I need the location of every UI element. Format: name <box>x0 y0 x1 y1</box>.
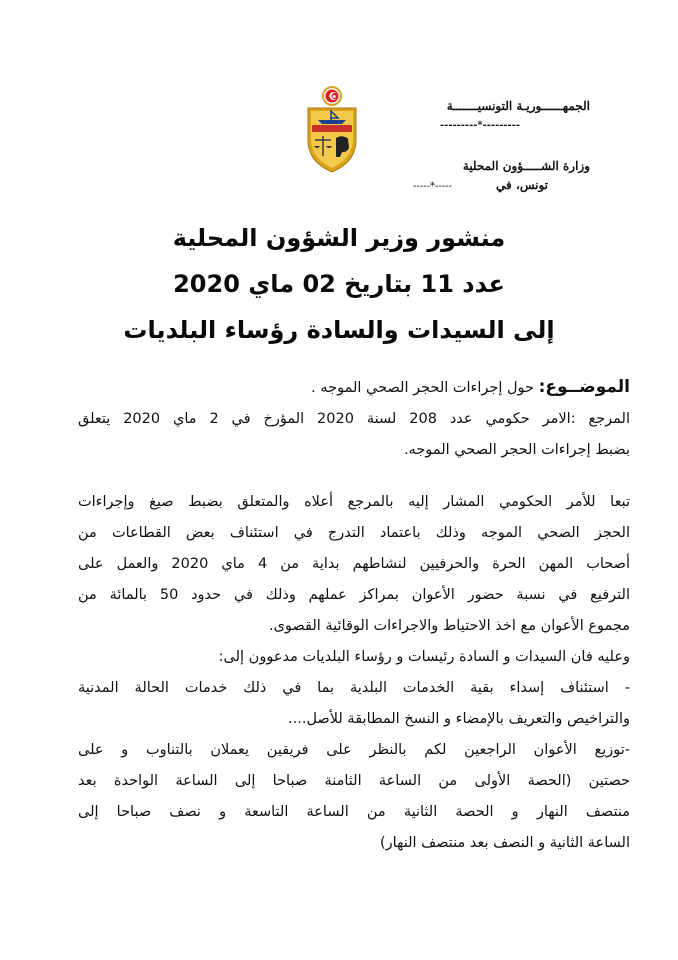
body-line: الترفيع في نسبة حضور الأعوان بمراكز عملهم وذلك في حدود 50 بالمائة من <box>78 587 630 603</box>
body-line: منتصف النهار و الحصة الثانية من الساعة التاسعة و نصف صباحا إلى <box>78 804 630 820</box>
subject-line <box>78 372 630 404</box>
reference-line: بضبط إجراءات الحجر الصحي الموجه. <box>403 442 630 458</box>
body-line: والتراخيص والتعريف بالإمضاء و النسخ المطابقة للأصل.... <box>288 711 630 727</box>
body-line: الساعة الثانية و النصف بعد منتصف النهار) <box>379 835 630 851</box>
subject-text: حول إجراءات الحجر الصحي الموجه . <box>311 380 539 396</box>
body-line: -توزيع الأعوان الراجعين لكم بالنظر على فريقين يعملان بالتناوب و على <box>78 742 630 758</box>
subject-block <box>78 372 630 466</box>
body-line: أصحاب المهن الحرة والحرفيين لنشاطهم بداية من 4 ماي 2020 والعمل على <box>78 556 630 572</box>
body-line: حصتين (الحصة الأولى من الساعة الثامنة صباحا إلى الساعة الواحدة بعد <box>78 773 630 789</box>
body-line: - استئناف إسداء بقية الخدمات البلدية بما في ذلك خدمات الحالة المدنية <box>78 680 630 696</box>
body-line: الحجز الصحي الموجه وذلك باعتماد التدرج في استئناف بعض القطاعات من <box>78 525 630 541</box>
header-separator: ---------*--------- <box>440 120 520 131</box>
body-line: وعليه فان السيدات و السادة رئيسات و رؤساء البلديات مدعوون إلى: <box>218 649 630 665</box>
circular-addressee: إلى السيدات والسادة رؤساء البلديات <box>123 316 555 344</box>
ministry-name: وزارة الشـــــؤون المحلية <box>462 159 590 173</box>
circular-number-date: عدد 11 بتاريخ 02 ماي 2020 <box>173 270 505 298</box>
republic-name: الجمهــــــوريـة التونسيـــــــة <box>446 99 590 113</box>
body-line: تبعا للأمر الحكومي المشار إليه بالمرجع أعلاه والمتعلق بضبط صيغ وإجراءات <box>78 494 630 510</box>
tunisia-coat-of-arms-icon <box>302 82 362 174</box>
reference-line: المرجع :الامر حكومي عدد 208 لسنة 2020 المؤرخ في 2 ماي 2020 يتعلق <box>78 411 630 427</box>
circular-title: منشور وزير الشؤون المحلية <box>172 224 506 252</box>
date-separator: -----*----- <box>413 181 452 192</box>
place-label: تونس، في <box>496 178 548 192</box>
body-line: مجموع الأعوان مع اخذ الاحتياط والاجراءات الوقائية القصوى. <box>268 618 630 634</box>
letterhead <box>390 96 590 176</box>
subject-label: الموضــوع: <box>538 377 630 397</box>
body-text <box>78 487 630 859</box>
place-date <box>413 178 548 192</box>
